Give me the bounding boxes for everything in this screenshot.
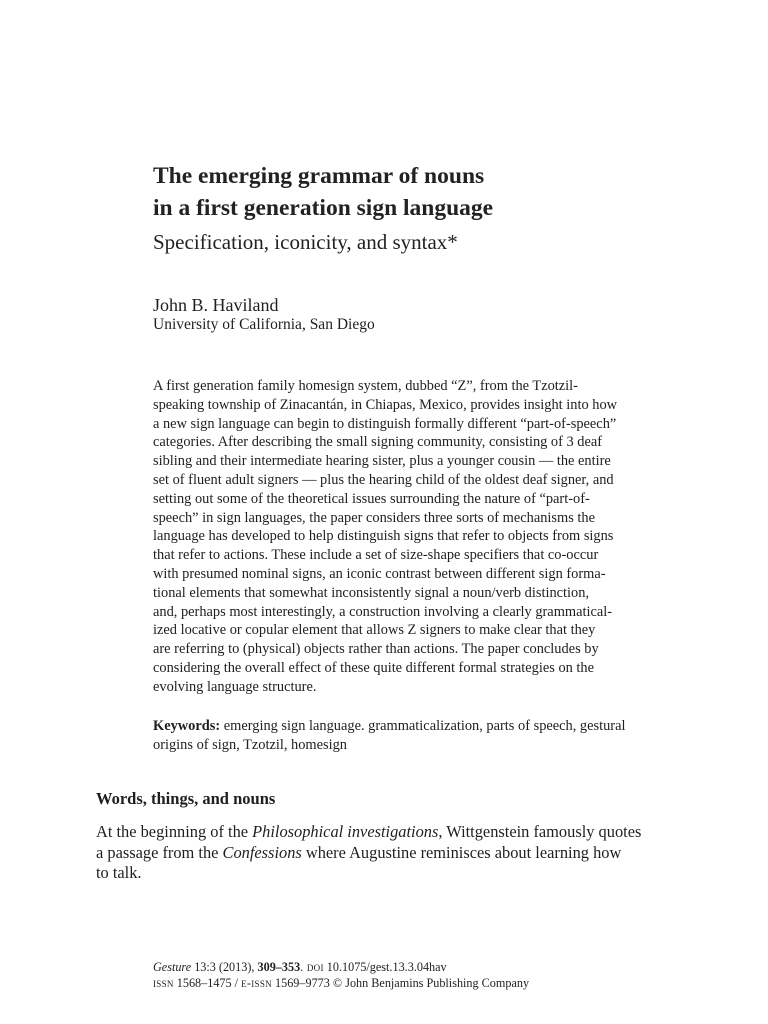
body-text: a passage from the xyxy=(96,842,223,862)
journal-volume: 13:3 (2013), xyxy=(191,960,258,974)
abstract-line: speaking township of Zinacantán, in Chiapas, Mexico, provides insight into how xyxy=(153,396,618,413)
body-paragraph xyxy=(96,822,676,884)
body-text: , Wittgenstein famously quotes xyxy=(438,822,642,841)
eissn-value: 1569–9773 © John Benjamins Publishing Company xyxy=(271,976,530,990)
abstract-line: sibling and their intermediate hearing sister, plus a younger cousin — the entire xyxy=(153,453,611,470)
paper-subtitle: Specification, iconicity, and syntax* xyxy=(153,230,458,254)
abstract-line: set of fluent adult signers — plus the hearing child of the oldest deaf signer, and xyxy=(153,471,614,488)
abstract-line: a new sign language can begin to distinguish formally different “part-of-speech” xyxy=(153,415,617,432)
body-text: where Augustine reminisces about learning how xyxy=(301,842,622,862)
abstract-line: language has developed to help distinguish signs that refer to objects from signs xyxy=(153,528,614,545)
author-affiliation: University of California, San Diego xyxy=(153,316,375,333)
abstract-line: with presumed nominal signs, an iconic contrast between different sign forma- xyxy=(153,565,606,582)
book-title: Philosophical investigations xyxy=(252,822,439,841)
abstract-line: categories. After describing the small signing community, consisting of 3 deaf xyxy=(153,434,603,451)
title-line-2: in a first generation sign language xyxy=(153,195,494,221)
journal-name: Gesture xyxy=(153,960,192,974)
abstract-line: A first generation family homesign system, dubbed “Z”, from the Tzotzil- xyxy=(153,378,578,394)
doi-label: . doi xyxy=(300,960,324,974)
eissn-label: e-issn xyxy=(241,976,272,990)
journal-footer xyxy=(153,959,653,991)
section-heading: Words, things, and nouns xyxy=(96,789,276,808)
keywords-text-1: emerging sign language. grammaticalization, parts of speech, gestural xyxy=(220,718,626,734)
journal-pages: 309–353 xyxy=(257,960,301,974)
abstract-line: setting out some of the theoretical issues surrounding the nature of “part-of- xyxy=(153,490,590,507)
paper-title xyxy=(153,160,673,224)
author-name: John B. Haviland xyxy=(153,295,279,315)
body-text: to talk. xyxy=(96,863,142,882)
issn-value: 1568–1475 / xyxy=(173,976,242,990)
abstract-line: speech” in sign languages, the paper considers three sorts of mechanisms the xyxy=(153,509,595,526)
doi-value: 10.1075/gest.13.3.04hav xyxy=(323,960,447,974)
keywords xyxy=(153,717,683,755)
body-text: At the beginning of the xyxy=(96,822,253,841)
issn-label: issn xyxy=(153,976,174,990)
abstract-line: considering the overall effect of these quite different formal strategies on the xyxy=(153,659,595,676)
abstract-line: that refer to actions. These include a set of size-shape specifiers that co-occur xyxy=(153,547,599,564)
abstract-line: and, perhaps most interestingly, a construction involving a clearly grammatical- xyxy=(153,603,613,620)
abstract-line: tional elements that somewhat inconsistently signal a noun/verb distinction, xyxy=(153,584,590,601)
abstract xyxy=(153,377,673,697)
abstract-line: are referring to (physical) objects rather than actions. The paper concludes by xyxy=(153,641,599,658)
title-line-1: The emerging grammar of nouns xyxy=(153,163,485,189)
keywords-label: Keywords: xyxy=(153,718,221,734)
book-title: Confessions xyxy=(222,842,302,862)
abstract-line: ized locative or copular element that allows Z signers to make clear that they xyxy=(153,622,596,639)
abstract-line: evolving language structure. xyxy=(153,678,317,695)
keywords-text-2: origins of sign, Tzotzil, homesign xyxy=(153,737,347,753)
